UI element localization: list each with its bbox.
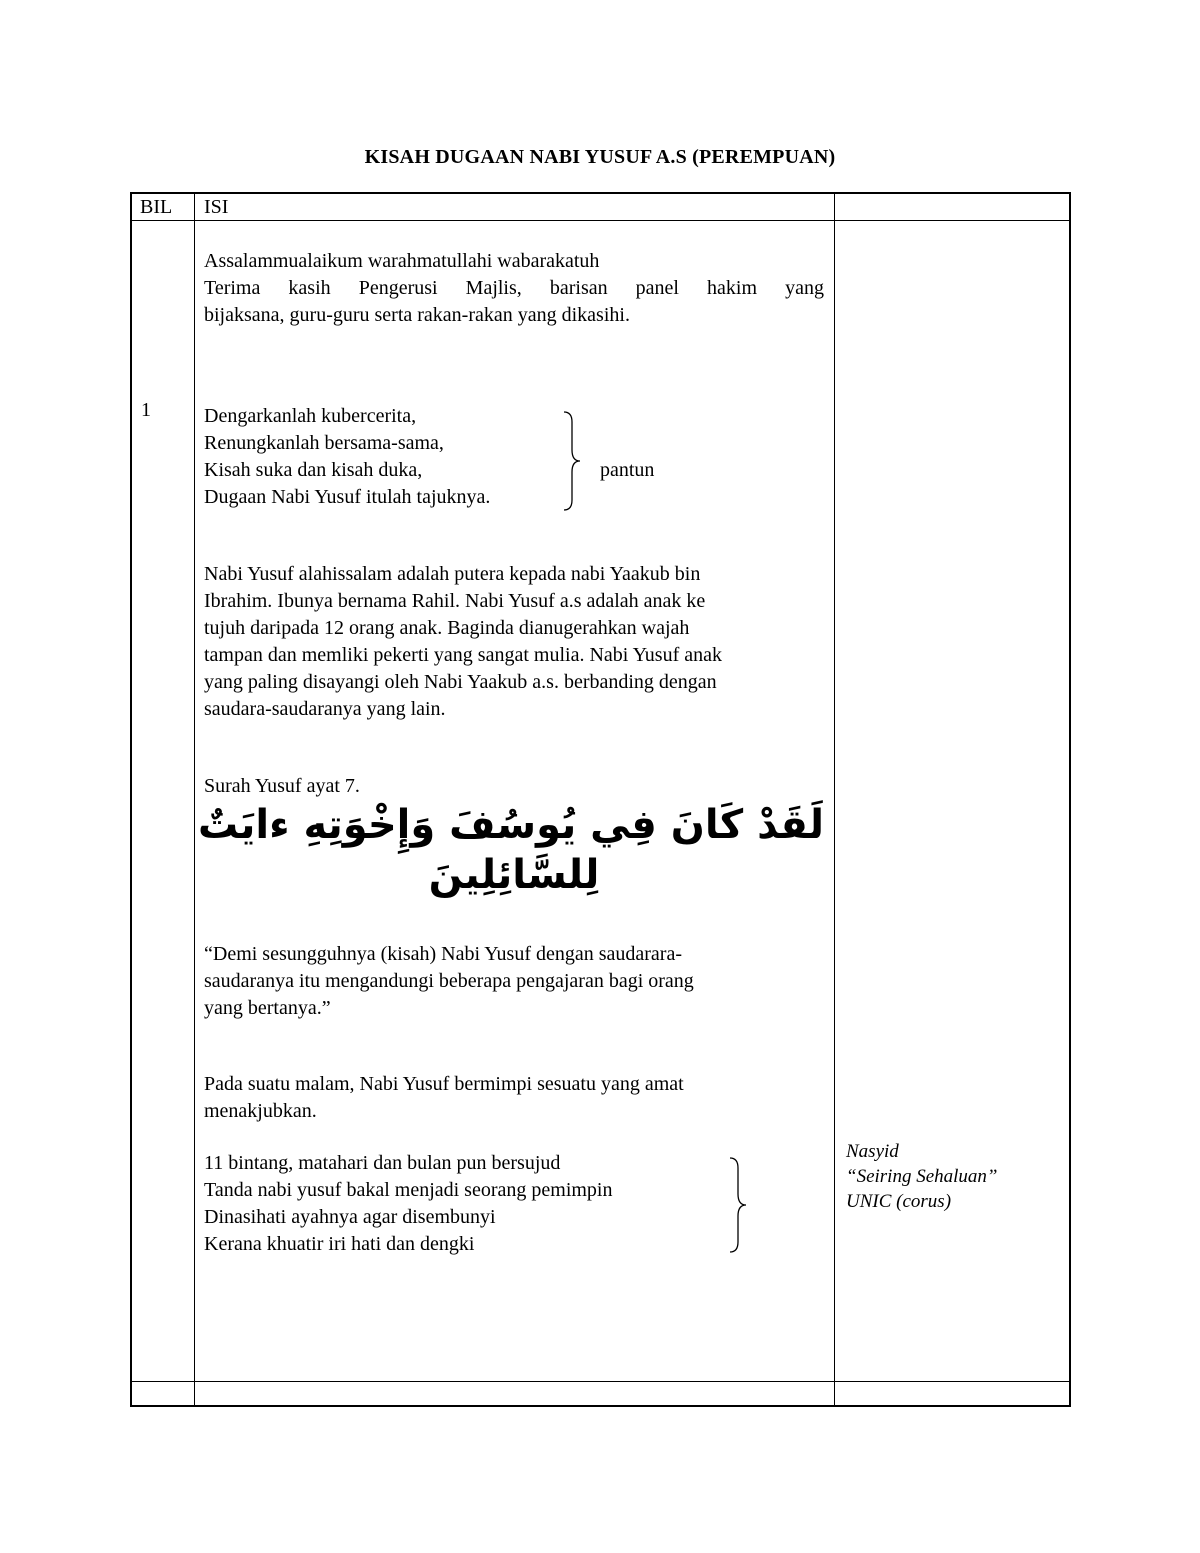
verse-line: 11 bintang, matahari dan bulan pun bersujud	[204, 1152, 561, 1174]
document-title: KISAH DUGAAN NABI YUSUF A.S (PEREMPUAN)	[364, 146, 836, 168]
note-line: UNIC (corus)	[846, 1191, 952, 1212]
dream-paragraph	[204, 1071, 684, 1125]
column-divider-1	[194, 192, 195, 1406]
right-brace-icon	[728, 1156, 750, 1254]
verse-block	[204, 1150, 613, 1258]
table-top-border	[130, 192, 1071, 194]
greeting-block	[204, 248, 824, 329]
pantun-line: Dengarkanlah kubercerita,	[204, 405, 417, 427]
dream-line: Pada suatu malam, Nabi Yusuf bermimpi sesuatu yang amat	[204, 1073, 684, 1095]
row-divider	[130, 1381, 1071, 1382]
table-left-border	[130, 192, 132, 1407]
intro-paragraph	[204, 561, 722, 723]
greeting-line: Terima kasih Pengerusi Majlis, barisan panel hakim yang	[204, 277, 824, 299]
translation-line: “Demi sesungguhnya (kisah) Nabi Yusuf dengan saudarara-	[204, 943, 682, 965]
pantun-line: Kisah suka dan kisah duka,	[204, 459, 423, 481]
header-isi: ISI	[204, 196, 229, 218]
translation-block	[204, 941, 694, 1022]
intro-line: Ibrahim. Ibunya bernama Rahil. Nabi Yusuf a.s adalah anak ke	[204, 590, 706, 612]
arabic-line: لِلسَّائِلِينَ	[428, 852, 600, 898]
pantun-line: Renungkanlah bersama-sama,	[204, 432, 444, 454]
dream-line: menakjubkan.	[204, 1100, 317, 1122]
intro-line: tujuh daripada 12 orang anak. Baginda dianugerahkan wajah	[204, 617, 690, 639]
surah-reference: Surah Yusuf ayat 7.	[204, 775, 360, 797]
pantun-label: pantun	[600, 459, 655, 481]
verse-line: Kerana khuatir iri hati dan dengki	[204, 1233, 475, 1255]
greeting-line: bijaksana, guru-guru serta rakan-rakan yang dikasihi.	[204, 304, 630, 326]
right-brace-icon	[562, 410, 584, 512]
table-bottom-border	[130, 1405, 1071, 1407]
table-right-border	[1069, 192, 1071, 1407]
arabic-line: لَقَدْ كَانَ فِي يُوسُفَ وَإِخْوَتِهِ ءايَتٌ	[198, 802, 824, 848]
nasyid-note	[846, 1139, 997, 1214]
header-bil: BIL	[140, 196, 173, 218]
translation-line: yang bertanya.”	[204, 997, 331, 1019]
intro-line: Nabi Yusuf alahissalam adalah putera kepada nabi Yaakub bin	[204, 563, 701, 585]
pantun-block	[204, 403, 490, 511]
row-number: 1	[141, 399, 151, 421]
column-divider-2	[834, 192, 835, 1406]
verse-line: Dinasihati ayahnya agar disembunyi	[204, 1206, 496, 1228]
intro-line: tampan dan memliki pekerti yang sangat mulia. Nabi Yusuf anak	[204, 644, 723, 666]
intro-line: yang paling disayangi oleh Nabi Yaakub a.s. berbanding dengan	[204, 671, 717, 693]
note-line: Nasyid	[846, 1141, 899, 1162]
pantun-line: Dugaan Nabi Yusuf itulah tajuknya.	[204, 486, 491, 508]
arabic-verse	[198, 800, 824, 900]
header-divider	[130, 220, 1071, 221]
intro-line: saudara-saudaranya yang lain.	[204, 698, 446, 720]
translation-line: saudaranya itu mengandungi beberapa pengajaran bagi orang	[204, 970, 694, 992]
greeting-line: Assalammualaikum warahmatullahi wabarakatuh	[204, 250, 600, 272]
verse-line: Tanda nabi yusuf bakal menjadi seorang pemimpin	[204, 1179, 613, 1201]
note-line: “Seiring Sehaluan”	[846, 1166, 998, 1187]
